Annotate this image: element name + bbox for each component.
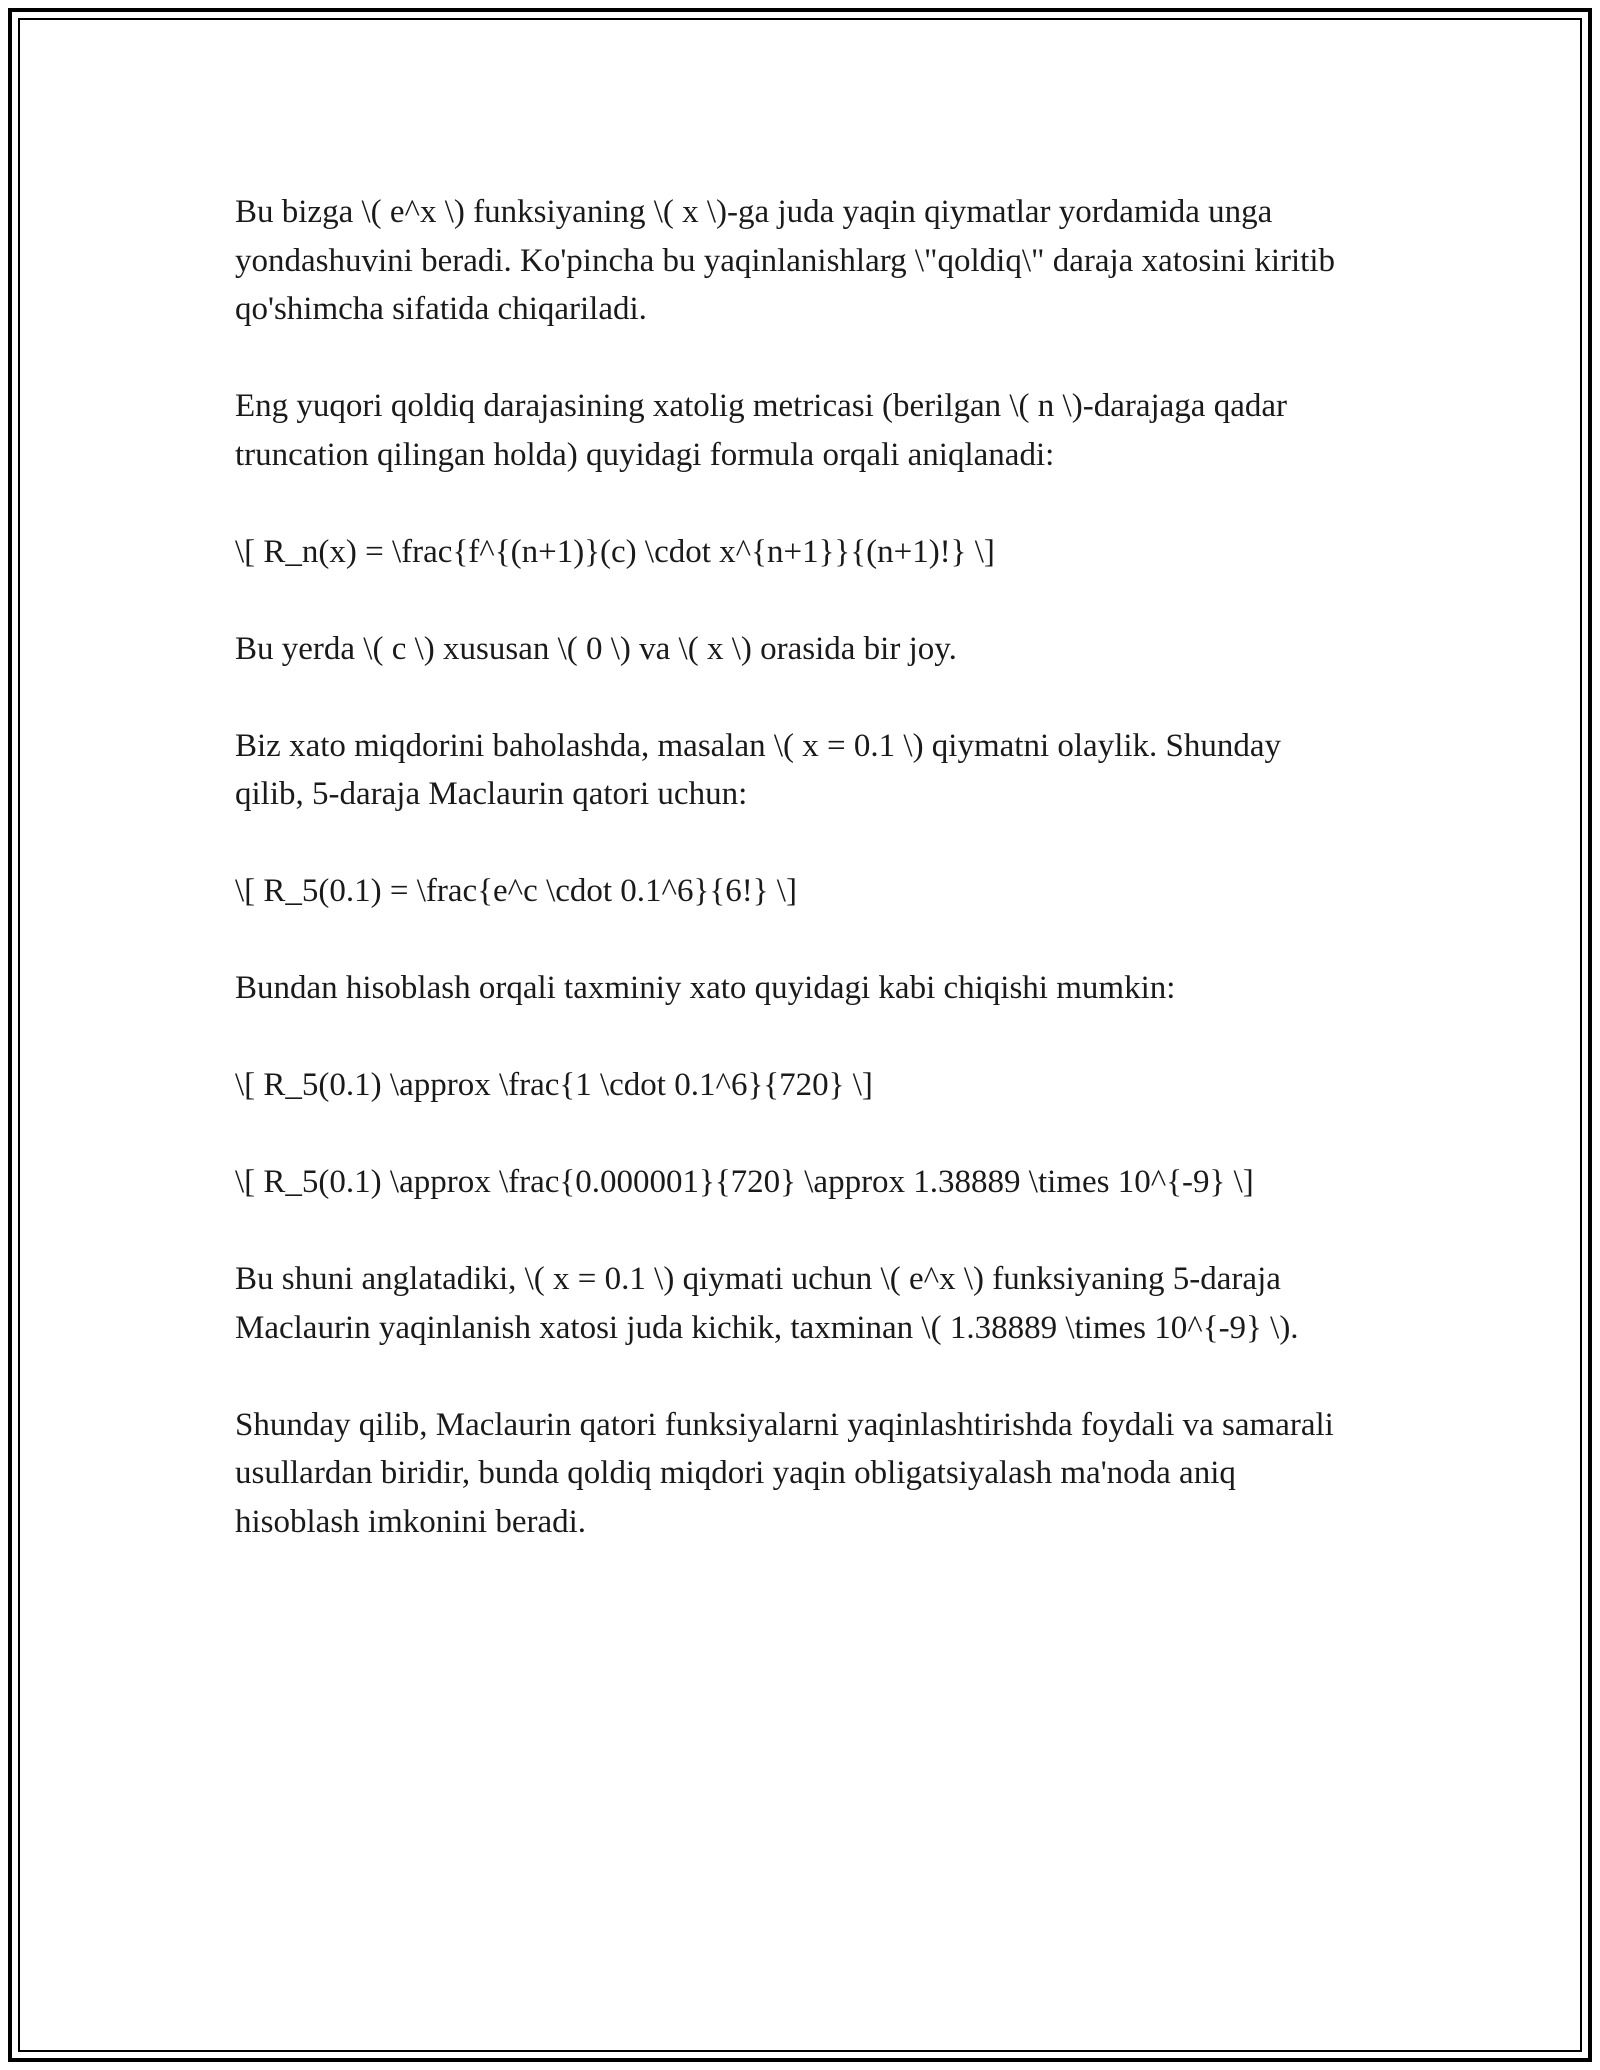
paragraph-approximation-intro: Bu bizga \( e^x \) funksiyaning \( x \)-ga juda yaqin qiymatlar yordamida unga yondashuvini beradi. Ko'pincha bu yaqinlanishlarg \"qoldiq\" daraja xatosini kiritib qo'shimcha sifatida chiqariladi. (235, 194, 1335, 327)
formula-r5-exact: \[ R_5(0.1) = \frac{e^c \cdot 0.1^6}{6!} \] (235, 873, 797, 909)
formula-remainder-general: \[ R_n(x) = \frac{f^{(n+1)}(c) \cdot x^{n+1}}{(n+1)!} \] (235, 533, 995, 570)
document-body (235, 188, 1355, 1595)
paragraph-example-setup: Biz xato miqdorini baholashda, masalan \( x = 0.1 \) qiymatni olaylik. Shunday qilib, 5-daraja Maclaurin qatori uchun: (235, 727, 1282, 812)
formula-r5-value: \[ R_5(0.1) \approx \frac{0.000001}{720} \approx 1.38889 \times 10^{-9} \] (235, 1164, 1254, 1200)
paragraph-summary: Shunday qilib, Maclaurin qatori funksiyalarni yaqinlashtirishda foydali va samarali usullardan biridir, bunda qoldiq miqdori yaqin obligatsiyalash ma'noda aniq hisoblash imkonini beradi. (235, 1406, 1334, 1540)
paragraph-estimate-intro: Bundan hisoblash orqali taxminiy xato quyidagi kabi chiqishi mumkin: (235, 970, 1176, 1006)
paragraph-remainder-definition: Eng yuqori qoldiq darajasining xatolig metricasi (berilgan \( n \)-darajaga qadar truncation qilingan holda) quyidagi formula orqali aniqlanadi: (235, 388, 1287, 473)
paragraph-c-location: Bu yerda \( c \) xususan \( 0 \) va \( x \) orasida bir joy. (235, 630, 957, 667)
formula-r5-approx: \[ R_5(0.1) \approx \frac{1 \cdot 0.1^6}{720} \] (235, 1067, 873, 1103)
paragraph-error-conclusion: Bu shuni anglatadiki, \( x = 0.1 \) qiymati uchun \( e^x \) funksiyaning 5-daraja Maclaurin yaqinlanish xatosi juda kichik, taxminan \( 1.38889 \times 10^{-9} \). (235, 1261, 1299, 1346)
